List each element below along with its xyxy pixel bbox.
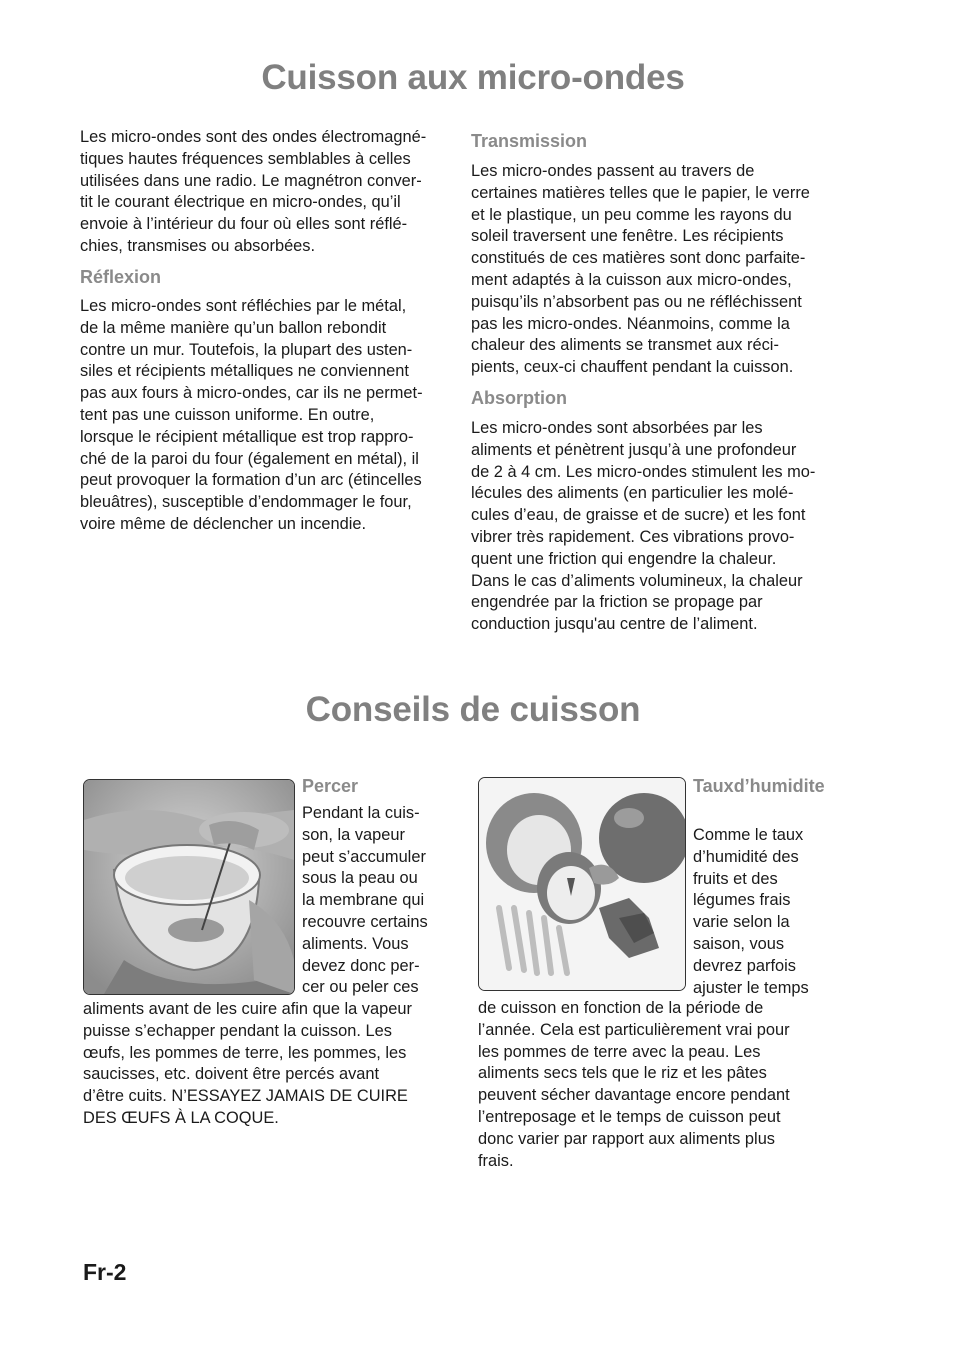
- text-line: Dans le cas d’aliments volumineux, la chaleur: [471, 571, 803, 590]
- text-line: chies, transmises ou absorbées.: [80, 236, 316, 255]
- absorption-heading: Absorption: [471, 388, 567, 408]
- text-line: son, la vapeur: [302, 825, 405, 844]
- text-line: devrez parfois: [693, 956, 796, 975]
- text-line: engendrée par la friction se propage par: [471, 593, 763, 612]
- text-line: de cuisson en fonction de la période de: [478, 999, 764, 1017]
- text-line: cules d’eau, de graisse et de sucre) et les font: [471, 506, 806, 525]
- text-line: Taux: [693, 776, 734, 796]
- text-line: bleuâtres), susceptible d’endommager le four,: [80, 493, 412, 512]
- text-line: ment adaptés à la cuisson aux micro-ondes,: [471, 270, 792, 289]
- text-line: d’être cuits. N’ESSAYEZ JAMAIS DE CUIRE: [83, 1087, 408, 1106]
- text-line: de 2 à 4 cm. Les micro-ondes stimulent les mo-: [471, 462, 816, 481]
- text-line: tit le courant électrique en micro-ondes, qu’il: [80, 193, 401, 212]
- text-line: de la même manière qu’un ballon rebondit: [80, 318, 387, 337]
- text-line: sous la peau ou: [302, 869, 418, 888]
- percer-heading: Percer: [302, 776, 359, 796]
- absorption-paragraph: [471, 418, 843, 636]
- text-line: certaines matières telles que le papier, le verre: [471, 183, 810, 202]
- fruits-vegetables-photo: [478, 777, 686, 991]
- text-line: siles et récipients métalliques ne conviennent: [80, 362, 409, 381]
- text-line: pas les micro-ondes. Néanmoins, comme la: [471, 314, 790, 333]
- text-line: Comme le taux: [693, 826, 804, 844]
- text-line: frais.: [478, 1151, 514, 1170]
- humidite-paragraph: [478, 998, 848, 1172]
- text-line: aliments secs tels que le riz et les pâtes: [478, 1064, 767, 1083]
- text-line: tent pas une cuisson uniforme. En outre,: [80, 405, 375, 424]
- text-line: puisse s’echapper pendant la cuisson. Les: [83, 1021, 392, 1040]
- text-line: aliments et pénètrent jusqu’à une profondeur: [471, 440, 797, 459]
- text-line: aliments avant de les cuire afin que la vapeur: [83, 1000, 412, 1018]
- text-line: pients, ceux-ci chauffent pendant la cuisson.: [471, 358, 794, 377]
- humidite-heading: [693, 775, 825, 797]
- text-line: chaleur des aliments se transmet aux réci-: [471, 336, 779, 355]
- text-line: saison, vous: [693, 934, 785, 953]
- text-line: quent une friction qui engendre la chaleur.: [471, 549, 777, 568]
- text-line: ajuster le temps: [693, 978, 809, 997]
- percer-side-text: [302, 803, 452, 999]
- text-line: lorsque le récipient métallique est trop rappro-: [80, 427, 414, 446]
- text-line: aliments. Vous: [302, 934, 409, 953]
- text-line: vibrer très rapidement. Ces vibrations provo-: [471, 527, 795, 546]
- text-line: cer ou peler ces: [302, 978, 419, 997]
- text-line: saucisses, etc. doivent être percés avant: [83, 1065, 380, 1084]
- text-line: les pommes de terre avec la peau. Les: [478, 1042, 761, 1061]
- text-line: donc varier par rapport aux aliments plus: [478, 1129, 776, 1148]
- text-line: Les micro-ondes sont des ondes électromagné-: [80, 128, 427, 146]
- text-line: pas aux fours à micro-ondes, car ils ne permet-: [80, 384, 423, 403]
- text-line: conduction jusqu'au centre de l’aliment.: [471, 615, 758, 634]
- text-line: l’entreposage et le temps de cuisson peut: [478, 1107, 781, 1126]
- text-line: ché de la paroi du four (également en métal), il: [80, 449, 419, 468]
- page-number: Fr-2: [83, 1259, 127, 1285]
- text-line: peuvent sécher davantage encore pendant: [478, 1086, 790, 1105]
- reflexion-heading: Réflexion: [80, 267, 162, 287]
- text-line: légumes frais: [693, 891, 791, 910]
- text-line: envoie à l’intérieur du four où elles sont réflé-: [80, 215, 408, 234]
- text-line: œufs, les pommes de terre, les pommes, les: [83, 1043, 407, 1062]
- piercing-photo: [83, 779, 295, 995]
- text-line: tiques hautes fréquences semblables à celles: [80, 149, 411, 168]
- text-line: lécules des aliments (en particulier les molé-: [471, 484, 794, 503]
- text-line: constitués de ces matières sont donc parfaite-: [471, 249, 806, 268]
- page-title: Cuisson aux micro-ondes: [261, 58, 685, 97]
- text-line: Pendant la cuis-: [302, 804, 420, 822]
- humidite-heading-text: [693, 775, 825, 797]
- text-line: peut provoquer la formation d’un arc (étincelles: [80, 471, 422, 490]
- text-line: Les micro-ondes sont réfléchies par le métal,: [80, 297, 407, 315]
- text-line: devez donc per-: [302, 956, 420, 975]
- text-line: Les micro-ondes sont absorbées par les: [471, 419, 763, 437]
- text-line: d’humidite: [733, 776, 825, 796]
- text-line: DES ŒUFS À LA COQUE.: [83, 1108, 279, 1127]
- text-line: varie selon la: [693, 913, 790, 932]
- transmission-paragraph: [471, 161, 841, 379]
- text-line: contre un mur. Toutefois, la plupart des usten-: [80, 340, 413, 359]
- text-line: l’année. Cela est particulièrement vrai pour: [478, 1020, 790, 1039]
- reflexion-paragraph: [80, 296, 450, 536]
- text-line: la membrane qui: [302, 891, 425, 910]
- intro-paragraph: [80, 127, 450, 258]
- text-line: soleil traversent une fenêtre. Les récipients: [471, 227, 784, 246]
- section-title: Conseils de cuisson: [305, 690, 641, 729]
- text-line: d’humidité des: [693, 847, 799, 866]
- text-line: voire même de déclencher un incendie.: [80, 514, 367, 533]
- percer-paragraph: [83, 999, 453, 1130]
- transmission-heading: Transmission: [471, 131, 588, 151]
- text-line: peut s’accumuler: [302, 847, 426, 866]
- text-line: puisqu’ils n’absorbent pas ou ne réfléchissent: [471, 292, 802, 311]
- text-line: utilisées dans une radio. Le magnétron conver-: [80, 171, 422, 190]
- text-line: recouvre certains: [302, 912, 428, 931]
- text-line: et le plastique, un peu comme les rayons du: [471, 205, 792, 224]
- text-line: fruits et des: [693, 869, 778, 888]
- text-line: Les micro-ondes passent au travers de: [471, 162, 755, 180]
- humidite-side-text: [693, 825, 843, 999]
